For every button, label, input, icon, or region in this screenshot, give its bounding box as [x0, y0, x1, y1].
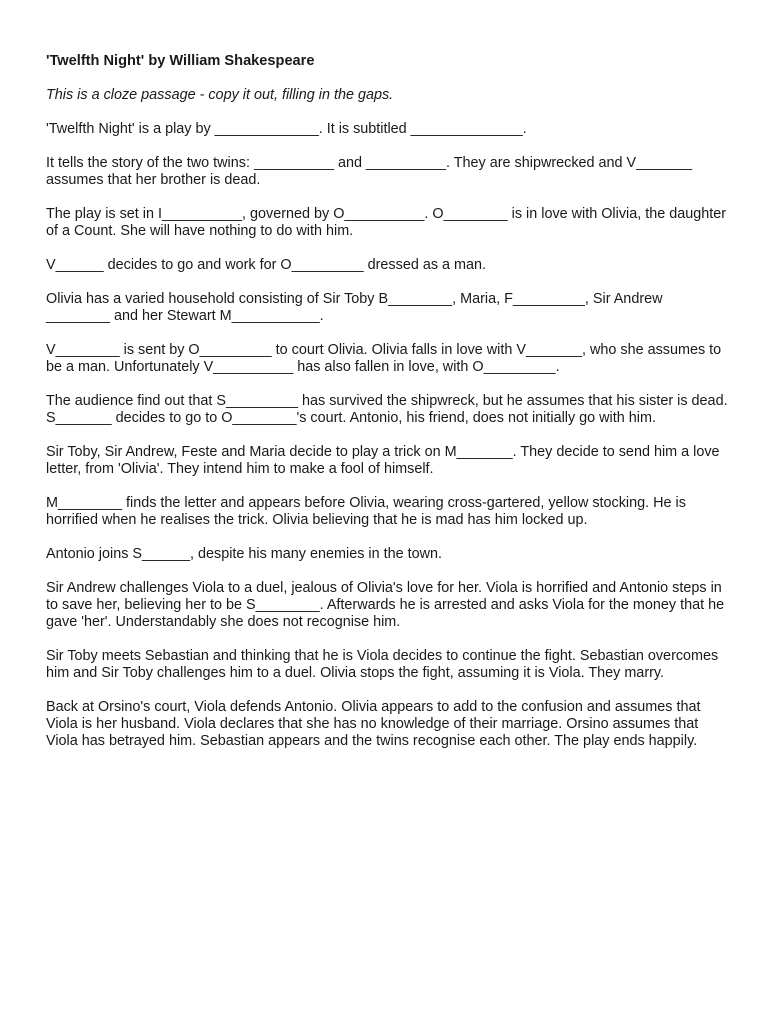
- paragraph-9: M________ finds the letter and appears before Olivia, wearing cross-gartered, yellow stocking. He is horrified when he realises the trick. Olivia believing that he is mad has him locked up.: [46, 495, 686, 528]
- paragraph-12: Sir Toby meets Sebastian and thinking that he is Viola decides to continue the fight. Sebastian overcomes him and Sir Toby challenges him to a duel. Olivia stops the fight, assuming it is Viola. They marry.: [46, 648, 719, 681]
- paragraph-1: 'Twelfth Night' is a play by _____________. It is subtitled ______________.: [46, 121, 527, 137]
- paragraph-6: V________ is sent by O_________ to court Olivia. Olivia falls in love with V_______, who she assumes to be a man. Unfortunately V__________ has also fallen in love, with O_________.: [46, 342, 722, 375]
- paragraph-11: Sir Andrew challenges Viola to a duel, jealous of Olivia's love for her. Viola is horrified and Antonio steps in to save her, believing her to be S________. Afterwards he is arrested and asks Viola for the money that he gave 'her'. Understandably she does not recognise him.: [46, 580, 725, 630]
- document-title: 'Twelfth Night' by William Shakespeare: [46, 53, 315, 69]
- paragraph-4: V______ decides to go and work for O_________ dressed as a man.: [46, 257, 487, 273]
- instructions-text: This is a cloze passage - copy it out, filling in the gaps.: [46, 87, 394, 103]
- document-page: [46, 52, 728, 767]
- paragraph-13: Back at Orsino's court, Viola defends Antonio. Olivia appears to add to the confusion and assumes that Viola is her husband. Viola declares that she has no knowledge of their marriage. Orsino assumes that Viola has betrayed him. Sebastian appears and the twins recognise each other. The play ends happily.: [46, 699, 701, 749]
- paragraph-5: Olivia has a varied household consisting of Sir Toby B________, Maria, F_________, Sir Andrew ________ and her Stewart M___________.: [46, 291, 663, 324]
- paragraph-2: It tells the story of the two twins: __________ and __________. They are shipwrecked and V_______ assumes that her brother is dead.: [46, 155, 693, 188]
- paragraph-7: The audience find out that S_________ has survived the shipwreck, but he assumes that his sister is dead. S_______ decides to go to O________'s court. Antonio, his friend, does not initially go with him.: [46, 393, 728, 426]
- paragraph-3: The play is set in I__________, governed by O__________. O________ is in love with Olivia, the daughter of a Count. She will have nothing to do with him.: [46, 206, 727, 239]
- paragraph-8: Sir Toby, Sir Andrew, Feste and Maria decide to play a trick on M_______. They decide to send him a love letter, from 'Olivia'. They intend him to make a fool of himself.: [46, 444, 720, 477]
- paragraph-10: Antonio joins S______, despite his many enemies in the town.: [46, 546, 442, 562]
